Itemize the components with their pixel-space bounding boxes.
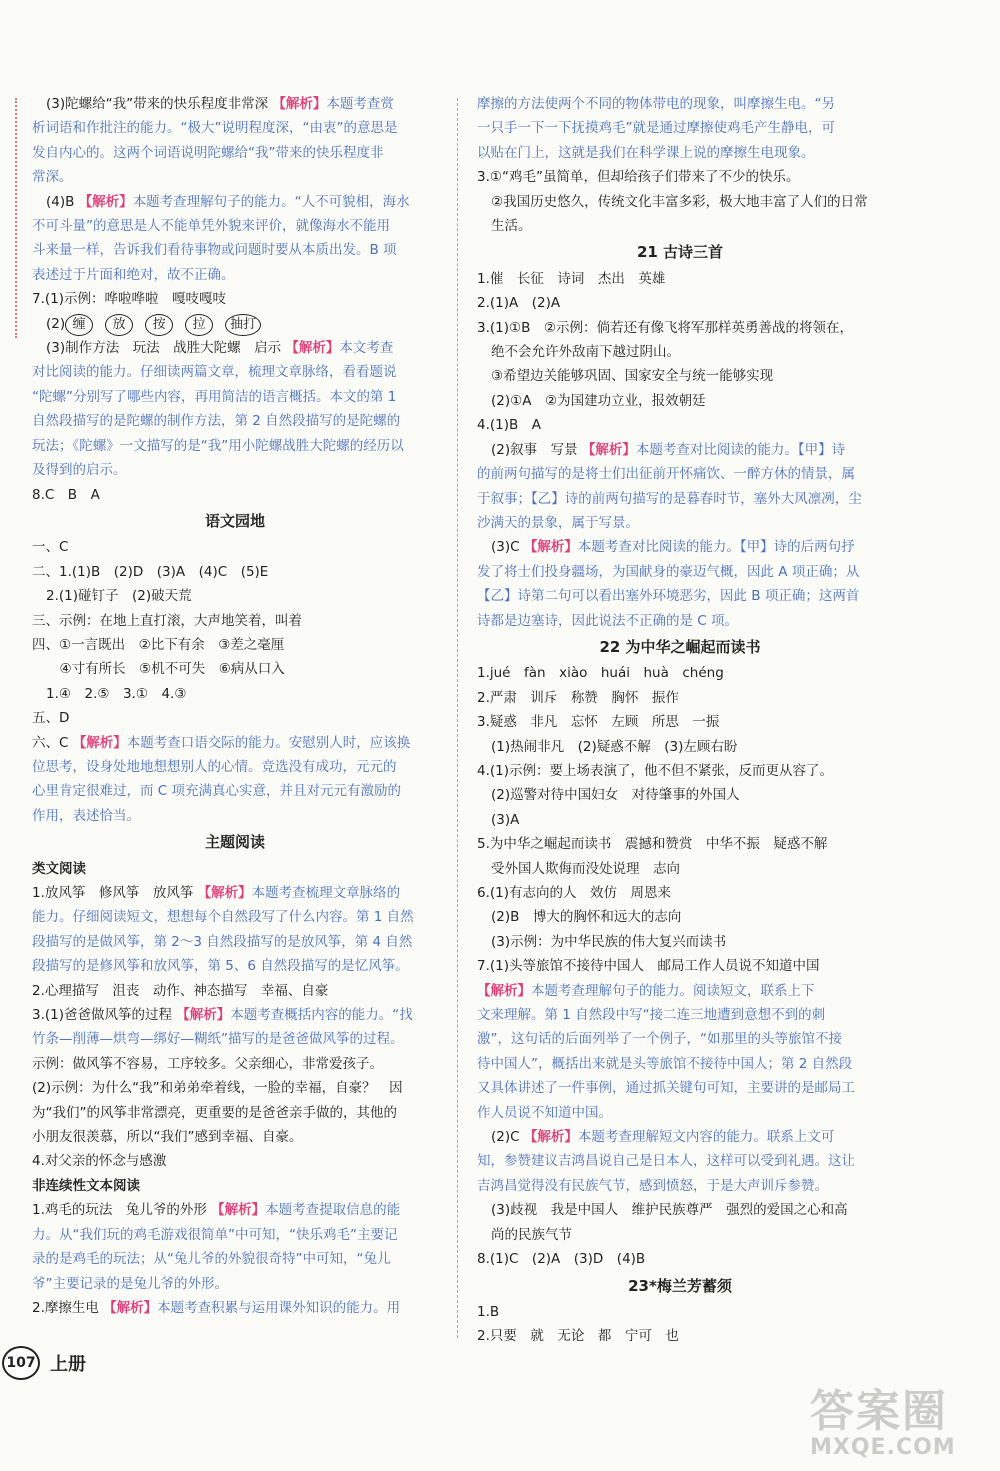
analysis-text: 不可斗量”的意思是人不能单凭外貌来评价，就像海水不能用 (32, 218, 390, 235)
left-column (32, 92, 438, 1320)
analysis-text: 心里肯定很难过，而 C 项充满真心实意，并且对元元有激励的 (32, 783, 402, 800)
analysis-text: 沙满天的景象，属于写景。 (477, 514, 639, 531)
answer-line (32, 458, 438, 482)
answer-line (32, 1125, 438, 1149)
answer-line (477, 661, 883, 685)
answer-line (477, 389, 883, 413)
answer-text: 类文阅读 (32, 860, 86, 877)
analysis-text: 以贴在门上，这就是我们在科学课上说的摩擦生电现象。 (477, 144, 815, 161)
answer-line (477, 291, 883, 315)
section-title (477, 240, 883, 264)
answer-line (477, 686, 883, 710)
answer-line (477, 832, 883, 856)
answer-line (32, 263, 438, 287)
answer-text: 3.(1)①B ②示例：倘若还有像飞将军那样英勇善战的将领在， (477, 319, 853, 336)
analysis-text: 位思考，设身处地地想想别人的心情。竞选没有成功，元元的 (32, 758, 397, 775)
analysis-text: 常深。 (32, 169, 73, 186)
answer-line (477, 857, 883, 881)
answer-line (477, 979, 883, 1003)
answer-line (477, 1247, 883, 1271)
answer-line (477, 1324, 883, 1348)
answer-text: 五、D (32, 710, 70, 727)
analysis-text: 吉鸿昌觉得没有民族气节，感到愤怒，于是大声训斥参赞。 (477, 1177, 828, 1194)
answer-text: (3)示例：为中华民族的伟大复兴而读书 (491, 933, 727, 950)
section-title (477, 1274, 883, 1298)
analysis-tag: 【解析】 (176, 1007, 231, 1024)
answer-line (32, 336, 438, 360)
answer-text: 非连续性文本阅读 (32, 1177, 140, 1194)
answer-line (477, 438, 883, 462)
answer-line (32, 1052, 438, 1076)
answer-text: 4.(1)示例：要上场表演了，他不但不紧张，反而更从容了。 (477, 762, 834, 779)
answer-line (477, 511, 883, 535)
answer-line (477, 1198, 883, 1222)
answer-line (32, 682, 438, 706)
answer-text: 4.(1)B A (477, 417, 541, 434)
analysis-tag: 【解析】 (272, 96, 327, 112)
answer-prefix: (2) (46, 315, 66, 332)
analysis-text: 本题考查赏 (326, 96, 394, 112)
answer-line (477, 165, 883, 189)
answer-line (477, 364, 883, 388)
analysis-text: 本题考查梳理文章脉络的 (251, 885, 401, 901)
answer-line (477, 881, 883, 905)
answer-line (477, 1101, 883, 1125)
section-title (32, 830, 438, 854)
answer-text: 22 为中华之崛起而读书 (599, 637, 761, 656)
answer-text: 六、C (32, 734, 73, 751)
circled-answer: 缠 (65, 314, 93, 336)
answer-text: (2)叙事 写景 (491, 441, 582, 458)
answer-text: (3)歧视 我是中国人 维护民族尊严 强烈的爱国之心和高 (491, 1202, 848, 1219)
answer-line (32, 483, 438, 507)
answer-line (32, 1101, 438, 1125)
analysis-tag: 【解析】 (211, 1202, 266, 1219)
answer-line (477, 1149, 883, 1173)
answer-text: 2.(1)碰钉子 (2)破天荒 (46, 588, 192, 605)
watermark-logo (810, 1375, 985, 1460)
answer-text: (3)C (491, 539, 524, 556)
answer-text: (3)A (491, 811, 520, 828)
analysis-text: 力。从“我们玩的鸡毛游戏很简单”中可知，“快乐鸡毛”主要记 (32, 1226, 398, 1243)
answer-text: ②我国历史悠久，传统文化丰富多彩，极大地丰富了人们的日常 (491, 193, 868, 210)
analysis-text: 发了将士们投身疆场，为国献身的豪迈气概，因此 A 项正确；从 (477, 563, 860, 580)
answer-line (32, 1198, 438, 1222)
answer-text: 二、1.(1)B (2)D (3)A (4)C (5)E (32, 563, 269, 580)
answer-line (477, 560, 883, 584)
analysis-tag: 【解析】 (72, 734, 127, 751)
analysis-text: 及得到的启示。 (32, 462, 127, 479)
answer-line (477, 487, 883, 511)
answer-text: 2.摩擦生电 (32, 1299, 104, 1316)
analysis-text: 对比阅读的能力。仔细读两篇文章，梳理文章脉络，看看题说 (32, 364, 397, 381)
analysis-tag: 【解析】 (523, 1129, 578, 1146)
analysis-text: 本题考查对比阅读的能力。【甲】诗的后两句抒 (577, 539, 855, 556)
answer-text: 一、C (32, 539, 69, 556)
answer-text: 21 古诗三首 (636, 243, 724, 262)
subsection-title (32, 857, 438, 881)
answer-text: (2)①A ②为国建功立业，报效朝廷 (491, 392, 706, 409)
analysis-tag: 【解析】 (581, 441, 636, 458)
answer-line (32, 905, 438, 929)
answer-line (32, 116, 438, 140)
answer-line (32, 238, 438, 262)
answer-text: (2)示例：为什么“我”和弟弟牵着线，一脸的幸福，自豪？ 因 (32, 1080, 403, 1097)
circled-answer: 抽打 (225, 314, 261, 336)
answer-text: 2.(1)A (2)A (477, 295, 561, 312)
answer-text: 小朋友很羡慕，所以“我们”感到幸福、自豪。 (32, 1129, 303, 1146)
column-divider (457, 98, 458, 1338)
answer-line (32, 1272, 438, 1296)
answer-text: (4)B (46, 193, 79, 210)
answer-text: 5.为中华之崛起而读书 震撼和赞赏 中华不振 疑惑不解 (477, 836, 828, 853)
answer-text: ③希望边关能够巩固、国家安全与统一能够实现 (491, 368, 774, 385)
answer-text: 1.鸡毛的玩法 兔儿爷的外形 (32, 1202, 212, 1219)
answer-text: 1.④ 2.⑤ 3.① 4.③ (46, 685, 187, 702)
answer-line (32, 881, 438, 905)
answer-line (32, 657, 438, 681)
answer-line (477, 141, 883, 165)
answer-line (477, 710, 883, 734)
answer-line (32, 141, 438, 165)
analysis-text: 又具体讲述了一件事例，通过抓关键句可知，主要讲的是邮局工 (477, 1080, 855, 1097)
answer-line (32, 930, 438, 954)
answer-line (477, 316, 883, 340)
answer-line (477, 1052, 883, 1076)
page-footer (2, 1345, 86, 1381)
answer-text: 2.心理描写 沮丧 动作、神态描写 幸福、自豪 (32, 982, 329, 999)
analysis-text: 本题考查概括内容的能力。“找 (230, 1007, 413, 1024)
answer-line (477, 1003, 883, 1027)
answer-text: 4.对父亲的怀念与感激 (32, 1153, 167, 1170)
answer-line (32, 755, 438, 779)
answer-line (32, 954, 438, 978)
answer-text: (2)B 博大的胸怀和远大的志向 (491, 909, 682, 926)
answer-text: 受外国人欺侮而没处说理 志向 (491, 860, 680, 877)
watermark-url: MXQE.COM (810, 1435, 956, 1460)
answer-line (32, 360, 438, 384)
analysis-text: 本题考查积累与运用课外知识的能力。用 (157, 1299, 401, 1316)
answer-line (477, 584, 883, 608)
answer-line (477, 759, 883, 783)
subsection-title (32, 1174, 438, 1198)
answer-text: 生活。 (491, 218, 532, 235)
answer-text: ④寸有所长 ⑤机不可失 ⑥病从口入 (46, 661, 285, 678)
analysis-text: 本文考查 (339, 340, 394, 357)
analysis-text: 段描写的是做风筝，第 2～3 自然段描写的是放风筝，第 4 自然 (32, 933, 413, 950)
answer-text: 1.jué fàn xiào huái huà chéng (477, 665, 724, 682)
answer-text: (2)巡警对待中国妇女 对待肇事的外国人 (491, 787, 740, 804)
analysis-text: 知，参赞建议吉鸿昌说自己是日本人，这样可以受到礼遇。这让 (477, 1153, 855, 1170)
analysis-text: 本题考查提取信息的能 (265, 1202, 401, 1219)
answer-text: (1)热闹非凡 (2)疑惑不解 (3)左顾右盼 (491, 738, 738, 755)
answer-line (477, 783, 883, 807)
answer-text: 示例：做风筝不容易，工序较多。父亲细心，非常爱孩子。 (32, 1055, 383, 1072)
analysis-text: 析词语和作批注的能力。“极大”说明程度深，“由衷”的意思是 (32, 120, 398, 137)
answer-text: (3)制作方法 玩法 战胜大陀螺 启示 (46, 340, 286, 357)
answer-line (32, 1027, 438, 1051)
answer-line (32, 214, 438, 238)
answer-line (32, 584, 438, 608)
analysis-text: 的前两句描写的是将士们出征前开怀痛饮、一醉方休的情景，属 (477, 466, 855, 483)
analysis-text: 自然段描写的是陀螺的制作方法，第 2 自然段描写的是陀螺的 (32, 413, 401, 430)
analysis-text: 本题考查对比阅读的能力。【甲】诗 (635, 441, 846, 458)
answer-line (32, 434, 438, 458)
analysis-text: 玩法；《陀螺》一文描写的是“我”用小陀螺战胜大陀螺的经历以 (32, 437, 404, 454)
answer-line (32, 1247, 438, 1271)
analysis-text: 爷”主要记录的是兔儿爷的外形。 (32, 1275, 228, 1292)
answer-line (477, 116, 883, 140)
answer-line (477, 340, 883, 364)
answer-text: (2)C (491, 1129, 524, 1146)
answer-line (477, 462, 883, 486)
answer-line (477, 190, 883, 214)
analysis-text: 本题考查理解句子的能力。阅读短文，联系上下 (531, 982, 815, 999)
answer-text: 3.①“鸡毛”虽简单，但却给孩子们带来了不少的快乐。 (477, 169, 800, 186)
answer-text: 主题阅读 (204, 833, 265, 852)
answer-line (32, 385, 438, 409)
analysis-text: “陀螺”分别写了哪些内容，再用简洁的语言概括。本文的第 1 (32, 388, 397, 405)
analysis-text: 发自内心的。这两个词语说明陀螺给“我”带来的快乐程度非 (32, 144, 384, 161)
analysis-text: 诗都是边塞诗，因此说法不正确的是 C 项。 (477, 612, 739, 629)
answer-line (477, 92, 883, 116)
answer-line (32, 1223, 438, 1247)
answer-text: 23*梅兰芳蓄须 (628, 1276, 732, 1295)
circled-answer: 按 (145, 314, 173, 336)
analysis-text: 作人员说不知道中国。 (477, 1104, 612, 1121)
answer-line (32, 1149, 438, 1173)
right-column (477, 92, 883, 1349)
answer-line (32, 731, 438, 755)
analysis-text: 本题考查理解句子的能力。“人不可貌相，海水 (132, 193, 410, 210)
analysis-text: 段描写的是修风筝和放风筝，第 5、6 自然段描写的是忆风筝。 (32, 958, 409, 975)
answer-text: 绝不会允许外敌南下越过阴山。 (491, 344, 680, 361)
answer-line (32, 1003, 438, 1027)
analysis-text: 斗来量一样，告诉我们看待事物或问题时要从本质出发。B 项 (32, 242, 397, 259)
answer-text: 8.(1)C (2)A (3)D (4)B (477, 1251, 646, 1268)
analysis-text: 于叙事；【乙】诗的前两句描写的是暮春时节，塞外大风凛冽，尘 (477, 490, 862, 507)
answer-text: 2.只要 就 无论 都 宁可 也 (477, 1328, 679, 1345)
page-number: 107 (2, 1346, 40, 1380)
analysis-text: 本题考查口语交际的能力。安慰别人时，应该换 (126, 734, 411, 751)
answer-text: 3.(1)爸爸做风筝的过程 (32, 1007, 177, 1024)
answer-line (32, 287, 438, 311)
analysis-text: 能力。仔细阅读短文，想想每个自然段写了什么内容。第 1 自然 (32, 909, 414, 926)
answer-text: 尚的民族气节 (491, 1226, 572, 1243)
circled-answer: 放 (105, 314, 133, 336)
analysis-text: 录的是鸡毛的玩法；从“兔儿爷的外貌很奇特”中可知，“兔儿 (32, 1251, 391, 1268)
answer-text: 2.严肃 训斥 称赞 胸怀 振作 (477, 689, 679, 706)
answer-line (477, 1300, 883, 1324)
answer-line (32, 979, 438, 1003)
answer-line (477, 1076, 883, 1100)
analysis-text: 摩擦的方法使两个不同的物体带电的现象，叫摩擦生电。“另 (477, 96, 835, 112)
answer-text: 三、示例：在地上直打滚，大声地笑着，叫着 (32, 612, 302, 629)
analysis-text: 文来理解。第 1 自然段中写“接二连三地遭到意想不到的刺 (477, 1007, 826, 1024)
answer-line (32, 609, 438, 633)
analysis-text: 一只手一下一下抚摸鸡毛”就是通过摩擦使鸡毛产生静电，可 (477, 120, 835, 137)
answer-line (32, 804, 438, 828)
answer-text: 语文园地 (204, 511, 265, 530)
answer-line (32, 633, 438, 657)
answer-line (477, 905, 883, 929)
analysis-tag: 【解析】 (197, 885, 252, 901)
analysis-tag: 【解析】 (78, 193, 133, 210)
answer-text: 为“我们”的风筝非常漂亮，更重要的是爸爸亲手做的，其他的 (32, 1104, 397, 1121)
watermark-text: 答案圈 (810, 1386, 948, 1437)
analysis-tag: 【解析】 (523, 539, 578, 556)
answer-text: (3)陀螺给“我”带来的快乐程度非常深 (46, 96, 273, 112)
answer-text: 四、①一言既出 ②比下有余 ③差之毫厘 (32, 636, 285, 653)
section-title (32, 509, 438, 533)
analysis-text: 【乙】诗第二句可以看出塞外环境恶劣，因此 B 项正确；这两首 (477, 588, 860, 605)
analysis-text: 表述过于片面和绝对，故不正确。 (32, 266, 235, 283)
answer-line (32, 312, 438, 336)
answer-line (477, 808, 883, 832)
analysis-text: 竹条—削薄—烘弯—绑好—糊纸”描写的是爸爸做风筝的过程。 (32, 1031, 404, 1048)
margin-mark (15, 98, 17, 338)
answer-line (477, 1027, 883, 1051)
analysis-text: 待中国人”，概括出来就是头等旅馆不接待中国人；第 2 自然段 (477, 1055, 853, 1072)
answer-line (477, 930, 883, 954)
answer-text: 1.B (477, 1303, 500, 1320)
answer-line (32, 409, 438, 433)
analysis-text: 本题考查理解短文内容的能力。联系上文可 (577, 1129, 835, 1146)
answer-text: 6.(1)有志向的人 效仿 周恩来 (477, 885, 672, 901)
answer-text: 3.疑惑 非凡 忘怀 左顾 所思 一振 (477, 714, 720, 731)
circled-answer: 拉 (185, 314, 213, 336)
answer-text: 1.放风筝 修风筝 放风筝 (32, 885, 198, 901)
answer-line (477, 1174, 883, 1198)
answer-line (477, 954, 883, 978)
answer-text: 1.催 长征 诗词 杰出 英雄 (477, 270, 666, 287)
answer-line (32, 560, 438, 584)
answer-line (32, 165, 438, 189)
answer-line (32, 706, 438, 730)
answer-text: 8.C B A (32, 486, 100, 503)
answer-line (477, 609, 883, 633)
answer-line (32, 535, 438, 559)
analysis-tag: 【解析】 (103, 1299, 158, 1316)
answer-text: 7.(1)头等旅馆不接待中国人 邮局工作人员说不知道中国 (477, 958, 820, 975)
analysis-text: 作用，表述恰当。 (32, 807, 140, 824)
answer-text: 7.(1)示例：哗啦哗啦 嘎吱嘎吱 (32, 291, 227, 308)
answer-line (32, 1076, 438, 1100)
answer-line (32, 92, 438, 116)
answer-line (32, 190, 438, 214)
answer-line (477, 1223, 883, 1247)
volume-label: 上册 (50, 1354, 86, 1375)
section-title (477, 635, 883, 659)
answer-line (477, 735, 883, 759)
analysis-tag: 【解析】 (477, 982, 531, 999)
analysis-tag: 【解析】 (285, 340, 340, 357)
answer-line (32, 779, 438, 803)
answer-line (477, 1125, 883, 1149)
analysis-text: 激”，这句话的后面列举了一个例子，“如那里的头等旅馆不接 (477, 1031, 842, 1048)
answer-line (477, 267, 883, 291)
answer-line (32, 1296, 438, 1320)
answer-line (477, 535, 883, 559)
answer-line (477, 413, 883, 437)
answer-line (477, 214, 883, 238)
